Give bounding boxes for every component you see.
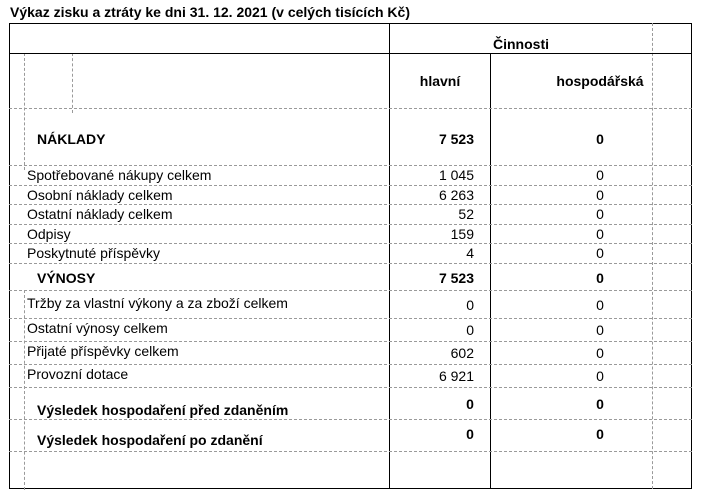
header-col-main: hlavní	[419, 73, 461, 89]
gridline-h	[9, 341, 692, 342]
gridline-h	[9, 224, 692, 225]
gridline-h	[9, 243, 692, 244]
row-value-econ: 0	[596, 345, 604, 361]
row-label: Provozní dotace	[27, 366, 129, 382]
gridline-h	[9, 451, 692, 452]
row-value-main: 7 523	[438, 131, 474, 147]
header-divider	[9, 53, 692, 54]
row-label: VÝNOSY	[37, 270, 96, 286]
row-label: Přijaté příspěvky celkem	[27, 343, 179, 359]
row-value-econ: 0	[596, 368, 604, 384]
gridline-h	[9, 290, 692, 291]
row-value-main: 159	[450, 226, 474, 242]
row-label: Osobní náklady celkem	[27, 187, 173, 203]
row-value-main: 602	[450, 345, 474, 361]
row-label: Spotřebované nákupy celkem	[27, 167, 212, 183]
gridline-h	[9, 364, 692, 365]
row-label: Odpisy	[27, 226, 71, 242]
row-value-main: 7 523	[438, 270, 474, 286]
row-value-econ: 0	[596, 187, 604, 203]
row-value-main: 0	[466, 322, 474, 338]
gridline-v	[24, 53, 25, 170]
row-value-econ: 0	[596, 226, 604, 242]
row-value-main: 0	[466, 396, 474, 412]
gridline-v	[24, 290, 25, 490]
row-value-main: 6 921	[438, 368, 474, 384]
row-label: Výsledek hospodaření před zdaněním	[37, 402, 289, 418]
row-value-econ: 0	[596, 131, 604, 147]
row-value-econ: 0	[596, 270, 604, 286]
header-col-econ: hospodářská	[556, 73, 644, 89]
gridline-h	[9, 387, 692, 388]
gridline-h	[9, 185, 692, 186]
row-label: Tržby za vlastní výkony a za zboží celkem	[27, 295, 288, 311]
gridline-h	[9, 165, 692, 166]
row-value-main: 1 045	[438, 167, 474, 183]
row-value-econ: 0	[596, 245, 604, 261]
row-value-econ: 0	[596, 206, 604, 222]
row-value-main: 52	[458, 206, 474, 222]
row-label: Poskytnuté příspěvky	[27, 245, 161, 261]
page-title: Výkaz zisku a ztráty ke dni 31. 12. 2021 (v celých tisících Kč)	[10, 4, 410, 20]
row-value-econ: 0	[596, 167, 604, 183]
gridline-h	[9, 419, 692, 420]
gridline-h	[9, 318, 692, 319]
row-label: Výsledek hospodaření po zdanění	[37, 432, 263, 448]
row-value-econ: 0	[596, 322, 604, 338]
gridline-h	[9, 108, 692, 109]
row-value-main: 4	[466, 245, 474, 261]
gridline-h	[9, 263, 692, 264]
row-value-econ: 0	[596, 396, 604, 412]
header-group-label: Činnosti	[493, 36, 549, 52]
gridline-v	[72, 53, 73, 113]
row-value-main: 0	[466, 426, 474, 442]
row-value-econ: 0	[596, 426, 604, 442]
row-label: NÁKLADY	[37, 131, 106, 147]
row-label: Ostatní výnosy celkem	[27, 320, 168, 336]
row-value-main: 0	[466, 297, 474, 313]
gridline-h	[9, 204, 692, 205]
row-label: Ostatní náklady celkem	[27, 206, 173, 222]
row-value-econ: 0	[596, 297, 604, 313]
row-value-main: 6 263	[438, 187, 474, 203]
